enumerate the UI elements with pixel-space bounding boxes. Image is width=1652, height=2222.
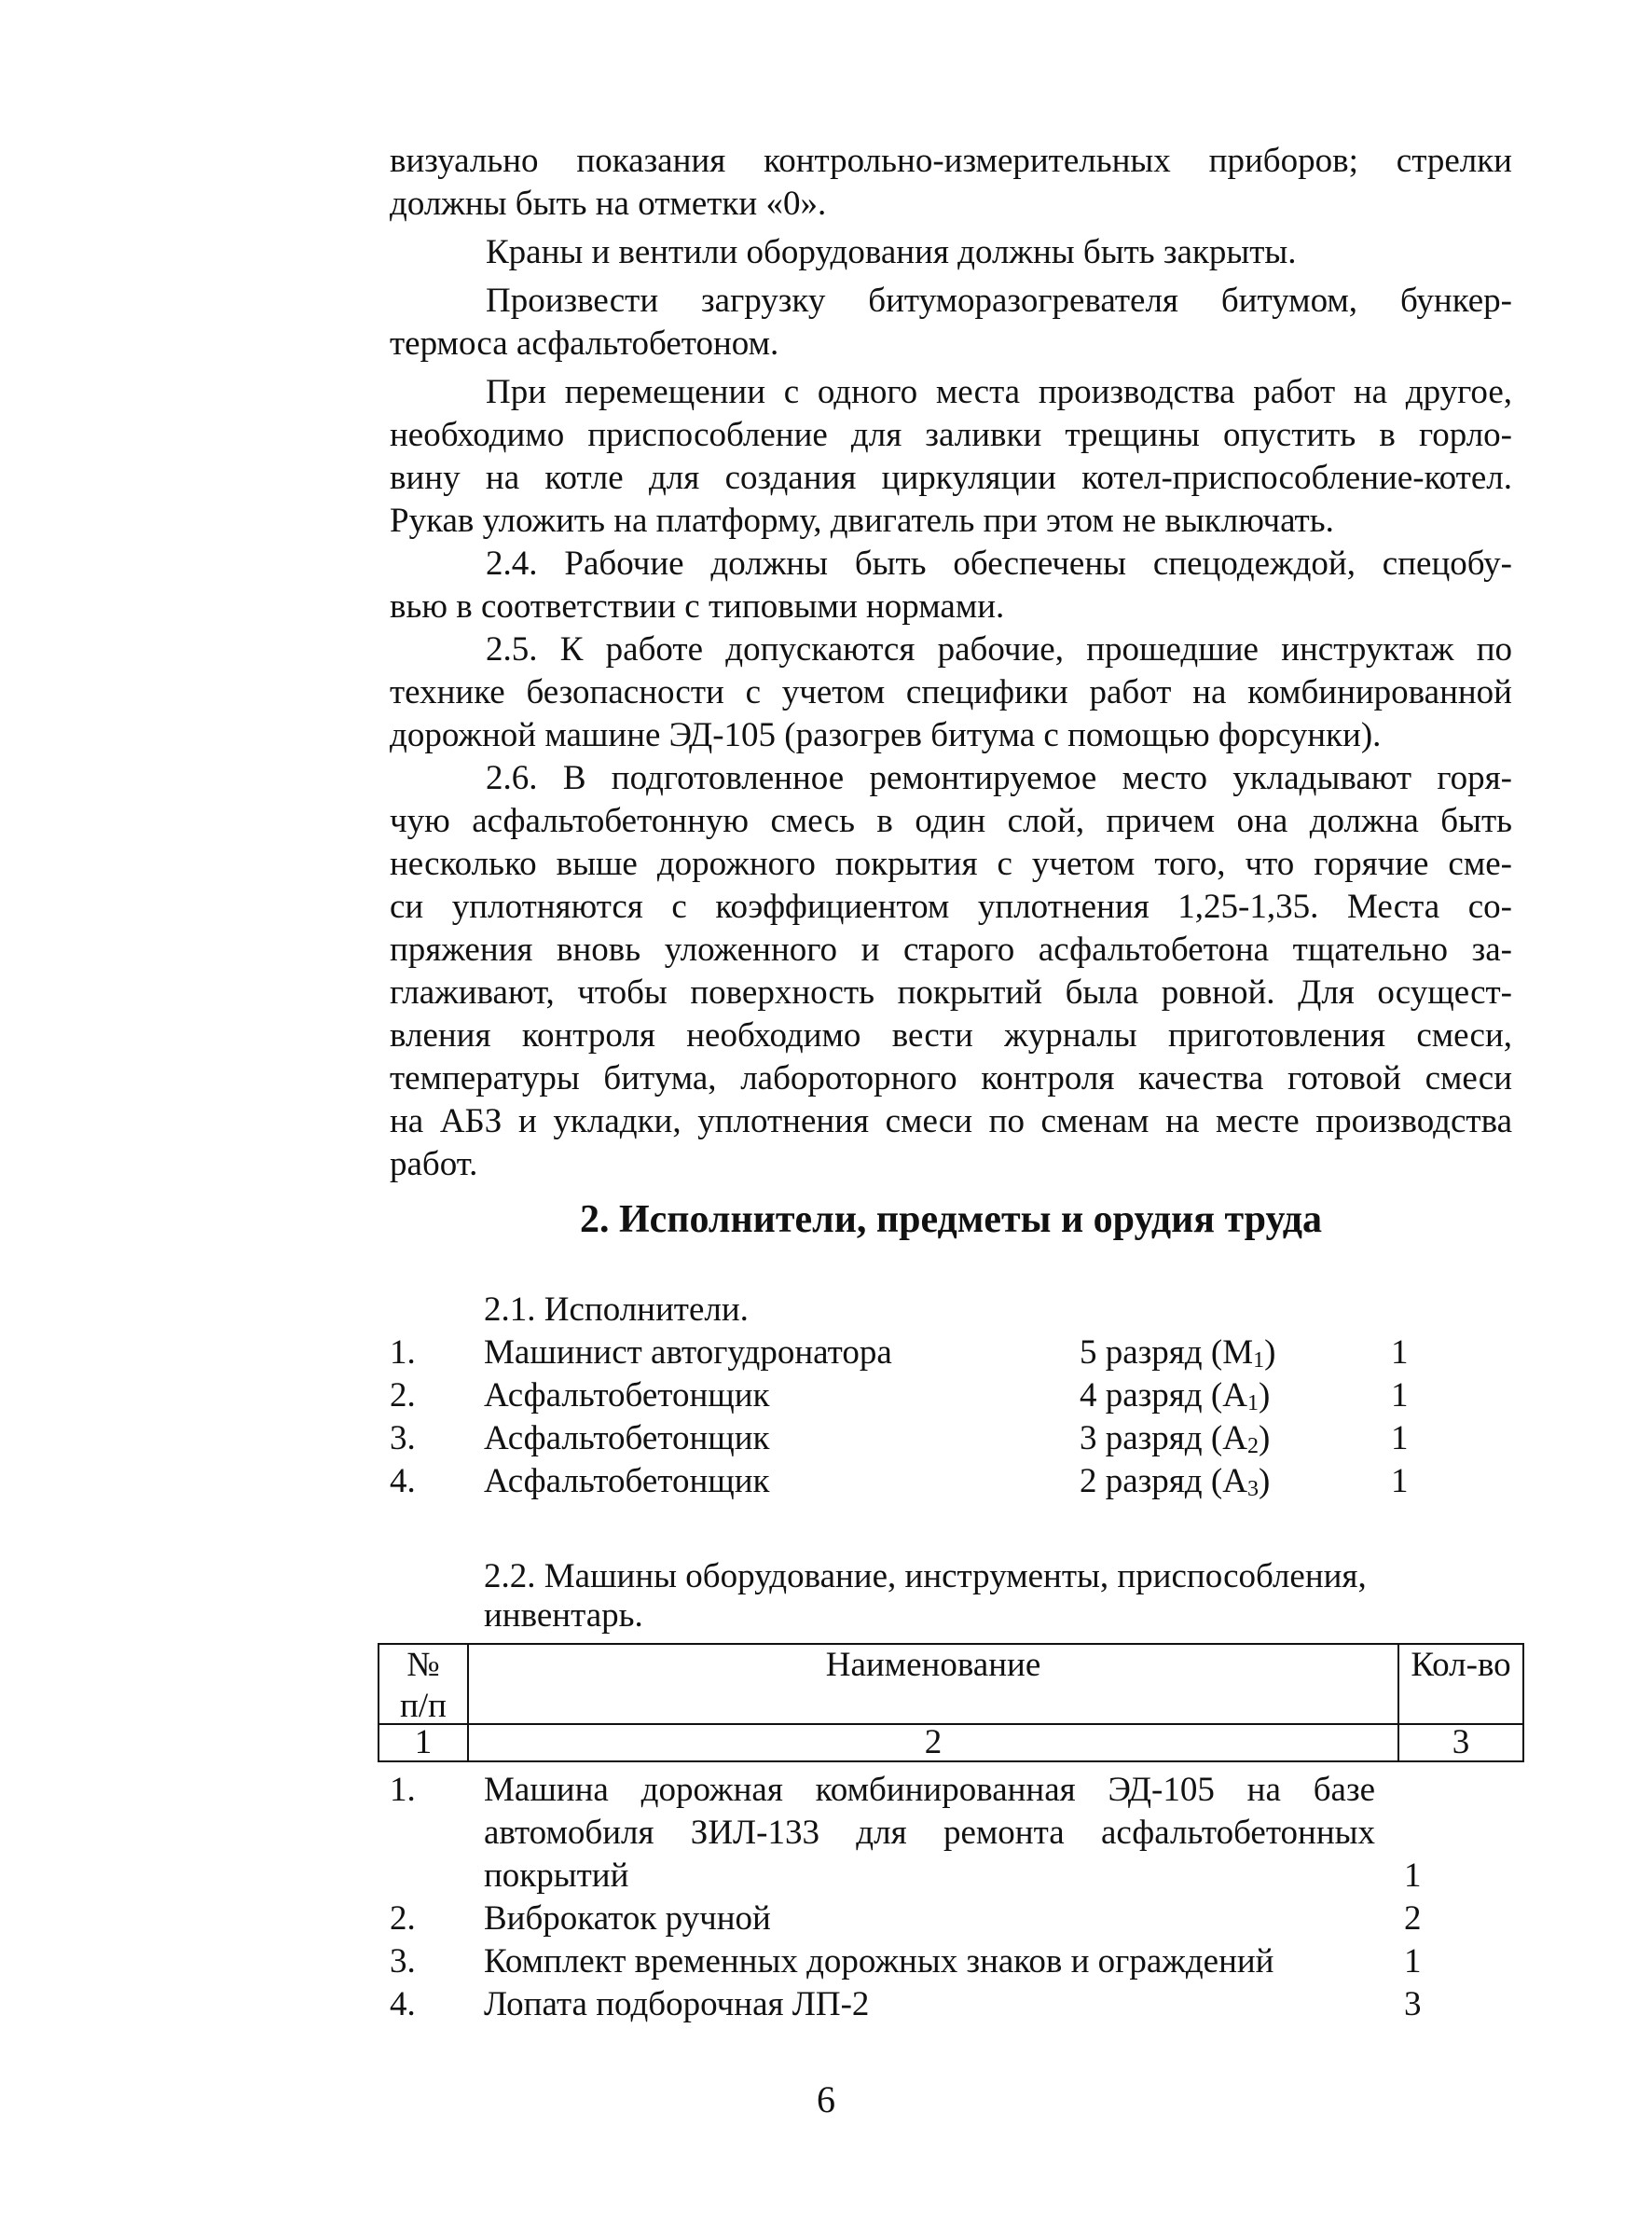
paragraph-line: глаживают, чтобы поверхность покрытий была ровной. Для осущест- [390,973,1512,1012]
header-qty: Кол-во [1411,1646,1511,1684]
performer-num: 2. [390,1376,416,1415]
performer-qty: 1 [1391,1462,1409,1500]
paragraph-line: визуально показания контрольно-измерительных приборов; стрелки [390,142,1512,180]
paragraph-line: технике безопасности с учетом специфики работ на комбинированной [390,673,1512,711]
performer-rank: 4 разряд $(А_1)$ [1080,1376,1271,1415]
paragraph-line: Краны и вентили оборудования должны быть закрыты. [486,233,1297,271]
paragraph-line: термоса асфальтобетоном. [390,324,779,363]
body-text [390,140,1512,1186]
machine-name: Виброкаток ручной [484,1899,771,1938]
performer-num: 3. [390,1419,416,1457]
paragraph-line: на АБЗ и укладки, уплотнения смеси по сменам на месте производства [390,1102,1512,1140]
performer-rank: 5 разряд $(М_1)$ [1080,1333,1276,1373]
performer-name: Асфальтобетонщик [484,1462,770,1500]
paragraph-line: вления контроля необходимо вести журналы приготовления смеси, [390,1016,1512,1055]
performer-name: Асфальтобетонщик [484,1376,770,1415]
machine-num: 3. [390,1942,416,1980]
machines-title-cont: инвентарь. [484,1596,643,1635]
paragraph-line: си уплотняются с коэффициентом уплотнения 1,25-1,35. Места со- [390,888,1512,926]
section-heading: 2. Исполнители, предметы и орудия труда [579,1198,1323,1241]
paragraph-line: 2.4. Рабочие должны быть обеспечены спецодеждой, спецобу- [486,545,1512,583]
index-cell-1: 1 [378,1723,469,1762]
machine-qty: 1 [1404,1942,1422,1980]
machine-num: 2. [390,1899,416,1938]
paragraph-line: должны быть на отметки «0». [390,185,827,223]
header-num-sub: п/п [400,1687,447,1725]
page-number: 6 [817,2078,835,2120]
header-num: № [406,1646,440,1684]
performer-qty: 1 [1391,1333,1409,1372]
machine-name-cont: покрытий [484,1856,629,1895]
header-num-cell [378,1643,469,1725]
machines-table-header [378,1643,1524,1762]
paragraph-line: Рукав уложить на платформу, двигатель при этом не выключать. [390,502,1334,540]
machines-title: 2.2. Машины оборудование, инструменты, приспособления, [484,1557,1367,1595]
paragraph-line: необходимо приспособление для заливки трещины опустить в горло- [390,416,1512,454]
paragraph-line: вину на котле для создания циркуляции котел-приспособление-котел. [390,459,1512,497]
paragraph-line: пряжения вновь уложенного и старого асфальтобетона тщательно за- [390,931,1512,969]
machine-qty: 2 [1404,1899,1422,1938]
paragraph-line: 2.6. В подготовленное ремонтируемое место укладывают горя- [486,759,1512,797]
paragraph-line: несколько выше дорожного покрытия с учетом того, что горячие сме- [390,845,1512,883]
paragraph-line: 2.5. К работе допускаются рабочие, прошедшие инструктаж по [486,630,1512,669]
performer-name: Машинист автогудронатора [484,1333,892,1372]
machine-num: 1. [390,1771,416,1809]
performer-qty: 1 [1391,1419,1409,1457]
header-qty-cell [1397,1643,1524,1725]
header-name-cell [467,1643,1399,1725]
paragraph-line: работ. [390,1145,478,1183]
paragraph-line: температуры битума, лабороторного контроля качества готовой смеси [390,1059,1512,1097]
performer-qty: 1 [1391,1376,1409,1415]
machine-qty: 1 [1404,1856,1422,1895]
machine-name: Машина дорожная комбинированная ЭД-105 на базе [484,1771,1375,1809]
machine-qty: 3 [1404,1985,1422,2023]
performer-num: 4. [390,1462,416,1500]
paragraph-line: чую асфальтобетонную смесь в один слой, причем она должна быть [390,802,1512,840]
performers-title: 2.1. Исполнители. [484,1290,749,1329]
machine-name-cont: автомобиля ЗИЛ-133 для ремонта асфальтобетонных [484,1814,1375,1852]
paragraph-line: вью в соответствии с типовыми нормами. [390,587,1005,626]
performer-num: 1. [390,1333,416,1372]
paragraph-line: дорожной машине ЭД-105 (разогрев битума с помощью форсунки). [390,716,1382,754]
machine-name: Комплект временных дорожных знаков и ограждений [484,1942,1274,1980]
performer-rank: 2 разряд $(А_3)$ [1080,1462,1271,1501]
performer-name: Асфальтобетонщик [484,1419,770,1457]
paragraph-line: Произвести загрузку битуморазогревателя битумом, бункер- [486,282,1512,320]
machine-name: Лопата подборочная ЛП-2 [484,1985,870,2023]
header-name: Наименование [825,1646,1041,1684]
index-cell-3: 3 [1397,1723,1524,1762]
performer-rank: 3 разряд $(А_2)$ [1080,1419,1271,1458]
index-cell-2: 2 [467,1723,1399,1762]
machine-num: 4. [390,1985,416,2023]
paragraph-line: При перемещении с одного места производства работ на другое, [486,373,1512,411]
